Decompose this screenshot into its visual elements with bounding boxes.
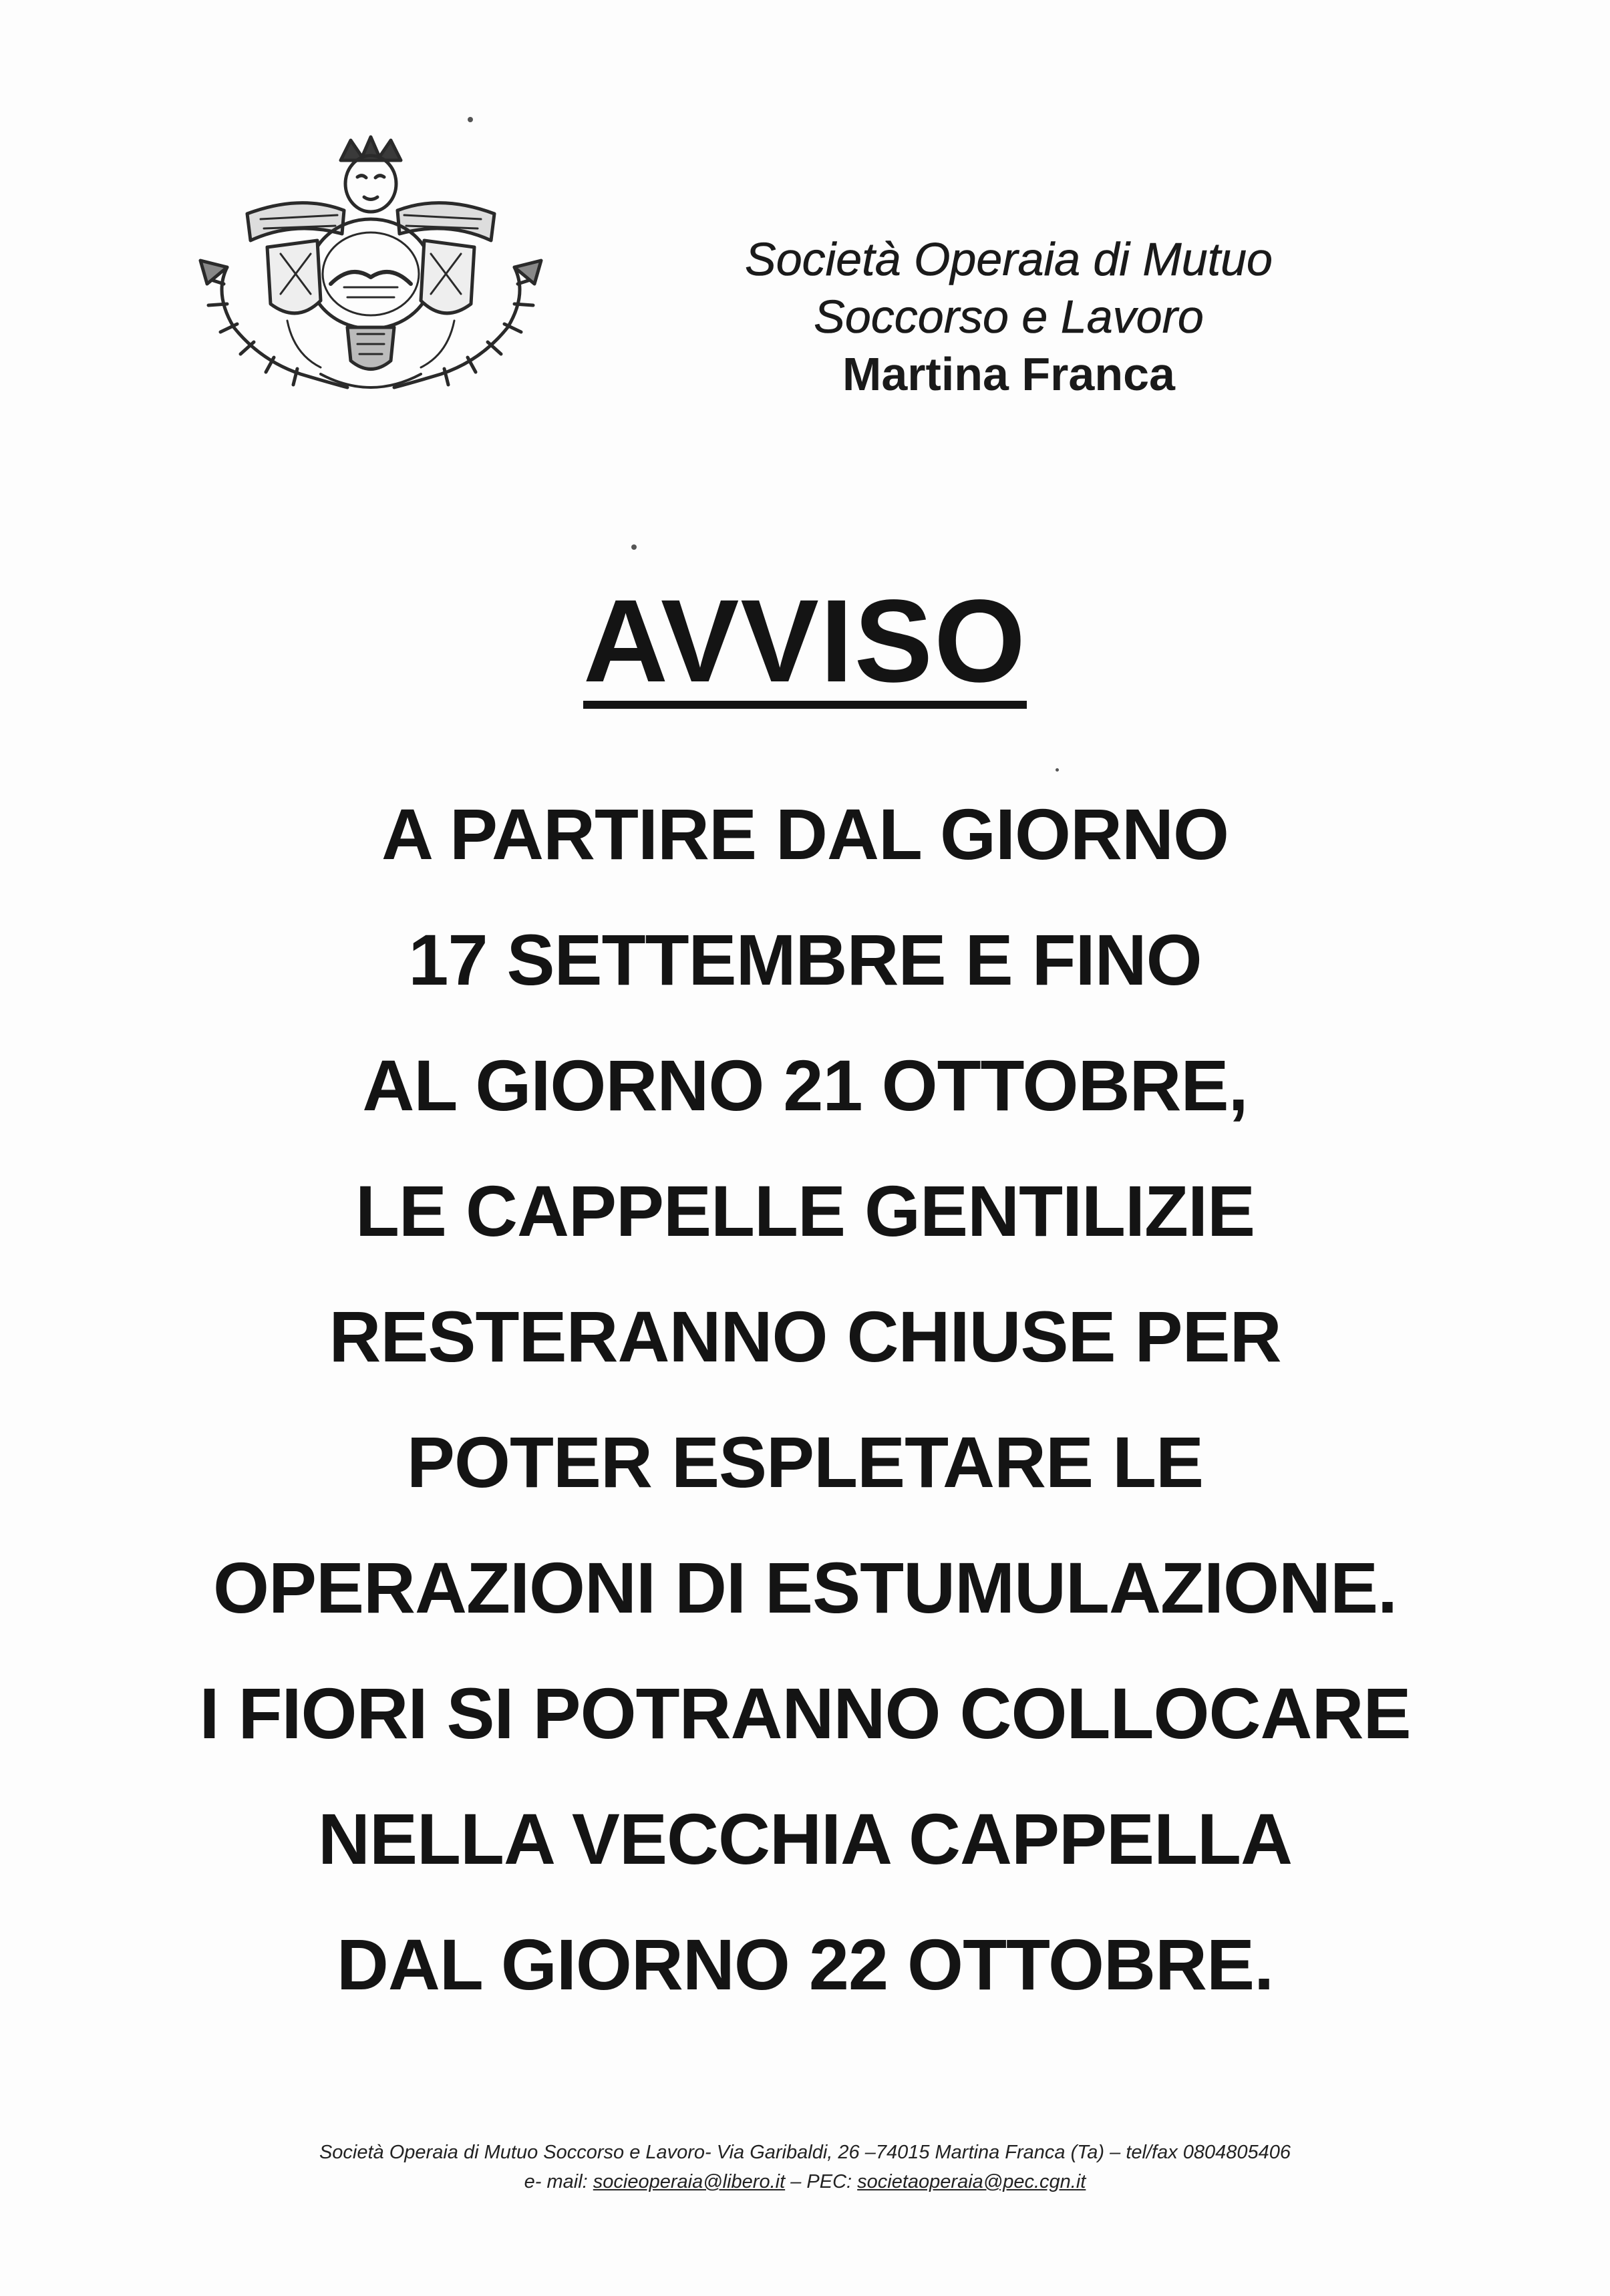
- org-name-line-1: Società Operaia di Mutuo: [745, 233, 1273, 285]
- notice-body: [0, 772, 1610, 2027]
- scan-speck: [1056, 768, 1059, 772]
- footer-contact: [0, 2138, 1610, 2196]
- notice-line: OPERAZIONI DI ESTUMULAZIONE.: [212, 1547, 1398, 1628]
- society-emblem-icon: [187, 134, 554, 407]
- email-label: e- mail:: [524, 2171, 593, 2192]
- notice-line: NELLA VECCHIA CAPPELLA: [317, 1798, 1293, 1879]
- scan-speck: [631, 544, 637, 550]
- org-name-line-2: Soccorso e Lavoro: [814, 291, 1204, 343]
- pec-label: – PEC:: [785, 2171, 858, 2192]
- notice-line: I FIORI SI POTRANNO COLLOCARE: [199, 1673, 1411, 1754]
- footer-address: Società Operaia di Mutuo Soccorso e Lavoro- Via Garibaldi, 26 –74015 Martina Franca (Ta) – tel/fax 0804805406: [319, 2142, 1291, 2163]
- scan-speck: [468, 117, 473, 122]
- notice-title: [0, 575, 1610, 709]
- notice-title-text: AVVISO: [583, 585, 1027, 709]
- pec-link[interactable]: societaoperaia@pec.cgn.it: [857, 2171, 1086, 2192]
- notice-line: A PARTIRE DAL GIORNO: [381, 794, 1229, 874]
- notice-line: RESTERANNO CHIUSE PER: [329, 1296, 1281, 1377]
- org-city: Martina Franca: [842, 348, 1175, 400]
- notice-line: 17 SETTEMBRE E FINO: [408, 919, 1202, 1000]
- organization-header: [655, 230, 1363, 403]
- notice-line: POTER ESPLETARE LE: [406, 1422, 1204, 1502]
- notice-line: DAL GIORNO 22 OTTOBRE.: [336, 1924, 1274, 2005]
- notice-line: LE CAPPELLE GENTILIZIE: [355, 1170, 1255, 1251]
- footer-email-line: [0, 2167, 1610, 2196]
- email-link[interactable]: socieoperaia@libero.it: [593, 2171, 786, 2192]
- notice-line: AL GIORNO 21 OTTOBRE,: [362, 1045, 1248, 1126]
